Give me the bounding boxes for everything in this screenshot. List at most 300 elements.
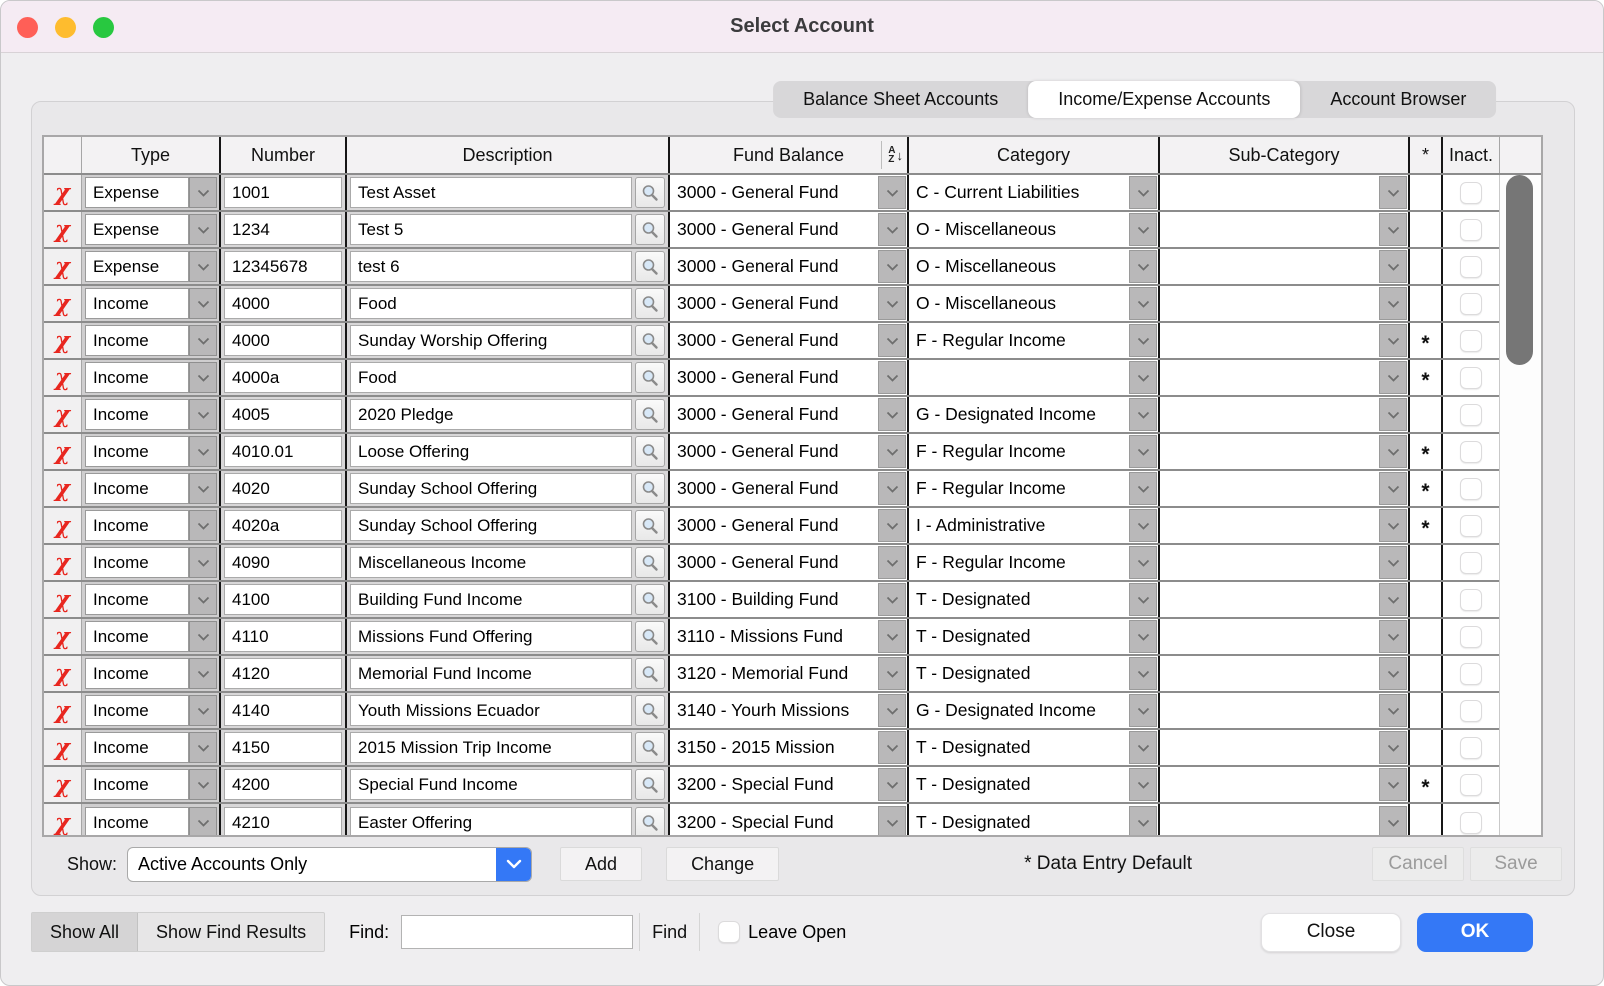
fund-balance-value[interactable]: 3200 - Special Fund (677, 774, 834, 794)
lookup-button[interactable] (635, 214, 665, 245)
sub-category-cell (1158, 286, 1408, 321)
fund-dropdown-button[interactable] (878, 768, 906, 801)
fund-balance-value[interactable]: 3000 - General Fund (677, 256, 839, 276)
category-value[interactable]: T - Designated (916, 812, 1031, 832)
type-dropdown-button[interactable] (189, 214, 217, 245)
sub-category-dropdown-button[interactable] (1379, 768, 1407, 801)
type-dropdown-button[interactable] (189, 362, 217, 393)
tab-account-browser[interactable]: Account Browser (1330, 89, 1467, 109)
lookup-button[interactable] (635, 732, 665, 763)
category-value[interactable]: F - Regular Income (916, 330, 1066, 350)
fund-balance-value[interactable]: 3000 - General Fund (677, 367, 839, 387)
lookup-button[interactable] (635, 399, 665, 430)
chevron-down-icon (1137, 300, 1150, 308)
type-value[interactable]: Income (85, 547, 189, 578)
category-value[interactable]: G - Designated Income (916, 404, 1096, 424)
category-dropdown-button[interactable] (1129, 250, 1157, 283)
inactive-checkbox[interactable] (1460, 404, 1482, 426)
number-cell (219, 730, 345, 765)
magnifier-icon (641, 814, 659, 832)
magnifier-icon (641, 295, 659, 313)
save-button[interactable]: Save (1470, 847, 1562, 881)
description-input[interactable]: Easter Offering (350, 807, 632, 835)
category-dropdown-button[interactable] (1129, 176, 1157, 209)
type-dropdown-button[interactable] (189, 473, 217, 504)
category-dropdown-button[interactable] (1129, 435, 1157, 468)
category-dropdown-button[interactable] (1129, 583, 1157, 616)
number-cell (219, 397, 345, 432)
fund-balance-value[interactable]: 3100 - Building Fund (677, 589, 839, 609)
fund-dropdown-button[interactable] (878, 620, 906, 653)
sub-category-dropdown-button[interactable] (1379, 546, 1407, 579)
lookup-button[interactable] (635, 510, 665, 541)
lookup-button[interactable] (635, 251, 665, 282)
sub-category-dropdown-button[interactable] (1379, 657, 1407, 690)
fund-balance-cell (668, 582, 907, 617)
number-input[interactable]: 1234 (224, 214, 342, 245)
magnifier-icon (641, 406, 659, 424)
fund-dropdown-button[interactable] (878, 546, 906, 579)
category-value[interactable]: O - Miscellaneous (916, 219, 1057, 239)
delete-icon: χ (54, 327, 71, 354)
inactive-checkbox[interactable] (1460, 478, 1482, 500)
type-dropdown-button[interactable] (189, 251, 217, 282)
fund-balance-value[interactable]: 3200 - Special Fund (677, 812, 834, 832)
inactive-checkbox[interactable] (1460, 663, 1482, 685)
fund-dropdown-button[interactable] (878, 176, 906, 209)
description-input[interactable]: Food (350, 288, 632, 319)
number-input[interactable]: 4100 (224, 584, 342, 615)
fund-dropdown-button[interactable] (878, 324, 906, 357)
type-value[interactable]: Income (85, 584, 189, 615)
description-input[interactable]: Loose Offering (350, 436, 632, 467)
chevron-down-icon (197, 596, 210, 604)
type-value[interactable]: Income (85, 732, 189, 763)
header-scrollbar-spacer (1499, 137, 1541, 173)
description-input[interactable]: Missions Fund Offering (350, 621, 632, 652)
type-value[interactable]: Expense (85, 214, 189, 245)
minimize-window-button[interactable] (55, 17, 76, 38)
category-value[interactable]: F - Regular Income (916, 552, 1066, 572)
table-row (44, 693, 1541, 730)
category-value[interactable]: T - Designated (916, 589, 1031, 609)
find-button[interactable]: Find (639, 913, 700, 951)
sub-category-dropdown-button[interactable] (1379, 435, 1407, 468)
fund-balance-value[interactable]: 3000 - General Fund (677, 515, 839, 535)
type-dropdown-button[interactable] (189, 510, 217, 541)
category-dropdown-button[interactable] (1129, 620, 1157, 653)
chevron-down-icon (886, 189, 899, 197)
delete-account-button[interactable] (44, 175, 81, 210)
lookup-button[interactable] (635, 177, 665, 208)
inactive-checkbox[interactable] (1460, 812, 1482, 834)
fund-balance-value[interactable]: 3000 - General Fund (677, 441, 839, 461)
delete-account-button[interactable] (44, 656, 81, 691)
fund-dropdown-button[interactable] (878, 694, 906, 727)
magnifier-icon (641, 628, 659, 646)
number-cell (219, 767, 345, 802)
chevron-down-icon (886, 670, 899, 678)
inactive-checkbox[interactable] (1460, 256, 1482, 278)
fund-dropdown-button[interactable] (878, 583, 906, 616)
sub-category-dropdown-button[interactable] (1379, 250, 1407, 283)
data-entry-default-flag (1408, 397, 1441, 432)
description-input[interactable]: Building Fund Income (350, 584, 632, 615)
fund-dropdown-button[interactable] (878, 213, 906, 246)
description-input[interactable]: Sunday School Offering (350, 473, 632, 504)
leave-open-checkbox[interactable] (718, 921, 740, 943)
description-input[interactable]: Special Fund Income (350, 769, 632, 800)
data-entry-default-flag (1408, 619, 1441, 654)
sub-category-dropdown-button[interactable] (1379, 472, 1407, 505)
category-cell (907, 175, 1158, 210)
lookup-button[interactable] (635, 325, 665, 356)
chevron-down-icon (1137, 744, 1150, 752)
category-value[interactable]: T - Designated (916, 737, 1031, 757)
category-value[interactable]: O - Miscellaneous (916, 293, 1057, 313)
number-input[interactable]: 4000 (224, 288, 342, 319)
type-dropdown-button[interactable] (189, 325, 217, 356)
sub-category-dropdown-button[interactable] (1379, 806, 1407, 835)
fund-balance-value[interactable]: 3110 - Missions Fund (677, 626, 844, 646)
data-entry-default-flag: * (1408, 508, 1441, 543)
description-input[interactable]: 2020 Pledge (350, 399, 632, 430)
delete-account-button[interactable] (44, 323, 81, 358)
description-input[interactable]: 2015 Mission Trip Income (350, 732, 632, 763)
sub-category-dropdown-button[interactable] (1379, 731, 1407, 764)
number-input[interactable]: 4090 (224, 547, 342, 578)
inactive-cell (1441, 471, 1499, 506)
description-input[interactable]: Sunday Worship Offering (350, 325, 632, 356)
chevron-down-icon (886, 485, 899, 493)
fund-dropdown-button[interactable] (878, 731, 906, 764)
type-dropdown-button[interactable] (189, 547, 217, 578)
number-input[interactable]: 4020 (224, 473, 342, 504)
delete-account-button[interactable] (44, 730, 81, 765)
magnifier-icon (641, 517, 659, 535)
fund-balance-cell (668, 175, 907, 210)
description-input[interactable]: Miscellaneous Income (350, 547, 632, 578)
lookup-button[interactable] (635, 362, 665, 393)
description-input[interactable]: Food (350, 362, 632, 393)
fund-balance-value[interactable]: 3000 - General Fund (677, 330, 839, 350)
description-input[interactable]: Sunday School Offering (350, 510, 632, 541)
inactive-checkbox[interactable] (1460, 737, 1482, 759)
data-entry-default-flag (1408, 286, 1441, 321)
tab-balance-sheet-accounts[interactable]: Balance Sheet Accounts (803, 89, 999, 109)
lookup-button[interactable] (635, 658, 665, 689)
delete-account-button[interactable] (44, 434, 81, 469)
category-value[interactable]: O - Miscellaneous (916, 256, 1057, 276)
category-value[interactable]: T - Designated (916, 774, 1031, 794)
description-input[interactable]: Test 5 (350, 214, 632, 245)
inactive-cell (1441, 767, 1499, 802)
show-find-results-button[interactable]: Show Find Results (156, 921, 307, 942)
category-value[interactable]: G - Designated Income (916, 700, 1096, 720)
type-cell (81, 212, 219, 247)
fund-balance-value[interactable]: 3000 - General Fund (677, 293, 839, 313)
number-input[interactable]: 4000a (224, 362, 342, 393)
fund-dropdown-button[interactable] (878, 472, 906, 505)
inactive-checkbox[interactable] (1460, 700, 1482, 722)
fund-dropdown-button[interactable] (878, 435, 906, 468)
number-input[interactable]: 4150 (224, 732, 342, 763)
type-dropdown-button[interactable] (189, 436, 217, 467)
category-dropdown-button[interactable] (1129, 768, 1157, 801)
chevron-down-icon (1137, 707, 1150, 715)
sub-category-dropdown-button[interactable] (1379, 509, 1407, 542)
fund-balance-value[interactable]: 3000 - General Fund (677, 552, 839, 572)
description-input[interactable]: test 6 (350, 251, 632, 282)
category-dropdown-button[interactable] (1129, 324, 1157, 357)
category-dropdown-button[interactable] (1129, 509, 1157, 542)
close-window-button[interactable] (17, 17, 38, 38)
type-value[interactable]: Expense (85, 251, 189, 282)
lookup-button[interactable] (635, 769, 665, 800)
category-dropdown-button[interactable] (1129, 398, 1157, 431)
fund-balance-value[interactable]: 3000 - General Fund (677, 404, 839, 424)
category-cell (907, 730, 1158, 765)
category-dropdown-button[interactable] (1129, 657, 1157, 690)
fund-balance-value[interactable]: 3000 - General Fund (677, 219, 839, 239)
fund-balance-value[interactable]: 3000 - General Fund (677, 182, 839, 202)
description-cell (345, 730, 668, 765)
delete-account-button[interactable] (44, 397, 81, 432)
delete-account-button[interactable] (44, 693, 81, 728)
type-value[interactable]: Income (85, 325, 189, 356)
category-dropdown-button[interactable] (1129, 213, 1157, 246)
inactive-checkbox[interactable] (1460, 330, 1482, 352)
inactive-checkbox[interactable] (1460, 182, 1482, 204)
fund-balance-cell (668, 656, 907, 691)
cancel-button[interactable]: Cancel (1372, 847, 1464, 881)
add-button[interactable]: Add (560, 847, 642, 881)
lookup-button[interactable] (635, 288, 665, 319)
number-cell (219, 693, 345, 728)
fund-dropdown-button[interactable] (878, 287, 906, 320)
number-input[interactable]: 4005 (224, 399, 342, 430)
type-value[interactable]: Expense (85, 177, 189, 208)
delete-account-button[interactable] (44, 508, 81, 543)
category-dropdown-button[interactable] (1129, 806, 1157, 835)
chevron-down-icon (1137, 411, 1150, 419)
sub-category-cell (1158, 582, 1408, 617)
inactive-checkbox[interactable] (1460, 515, 1482, 537)
lookup-button[interactable] (635, 621, 665, 652)
type-value[interactable]: Income (85, 399, 189, 430)
change-button[interactable]: Change (666, 847, 779, 881)
tab-income-expense-accounts[interactable]: Income/Expense Accounts (1028, 81, 1300, 118)
inactive-checkbox[interactable] (1460, 589, 1482, 611)
category-value[interactable]: T - Designated (916, 626, 1031, 646)
scrollbar-thumb[interactable] (1506, 175, 1533, 365)
data-entry-default-flag (1408, 249, 1441, 284)
sub-category-dropdown-button[interactable] (1379, 583, 1407, 616)
type-value[interactable]: Income (85, 658, 189, 689)
sub-category-dropdown-button[interactable] (1379, 287, 1407, 320)
fund-dropdown-button[interactable] (878, 806, 906, 835)
sort-ascending-icon[interactable]: A Z ↓ (881, 141, 903, 169)
category-dropdown-button[interactable] (1129, 287, 1157, 320)
lookup-button[interactable] (635, 436, 665, 467)
inactive-checkbox[interactable] (1460, 441, 1482, 463)
delete-account-button[interactable] (44, 619, 81, 654)
sub-category-dropdown-button[interactable] (1379, 324, 1407, 357)
number-input[interactable]: 4110 (224, 621, 342, 652)
type-value[interactable]: Income (85, 621, 189, 652)
delete-account-button[interactable] (44, 212, 81, 247)
type-dropdown-button[interactable] (189, 584, 217, 615)
find-input[interactable] (401, 915, 633, 949)
fund-dropdown-button[interactable] (878, 398, 906, 431)
fund-dropdown-button[interactable] (878, 509, 906, 542)
category-dropdown-button[interactable] (1129, 472, 1157, 505)
show-filter-dropdown-button[interactable] (496, 847, 531, 882)
number-input[interactable]: 4000 (224, 325, 342, 356)
type-dropdown-button[interactable] (189, 177, 217, 208)
sub-category-dropdown-button[interactable] (1379, 213, 1407, 246)
chevron-down-icon (886, 744, 899, 752)
type-value[interactable]: Income (85, 807, 189, 835)
type-dropdown-button[interactable] (189, 769, 217, 800)
inactive-cell (1441, 693, 1499, 728)
chevron-down-icon (1137, 559, 1150, 567)
category-value[interactable]: F - Regular Income (916, 478, 1066, 498)
delete-account-button[interactable] (44, 582, 81, 617)
sub-category-dropdown-button[interactable] (1379, 176, 1407, 209)
show-all-button[interactable]: Show All (32, 913, 138, 951)
category-value[interactable]: T - Designated (916, 663, 1031, 683)
sub-category-dropdown-button[interactable] (1379, 361, 1407, 394)
category-value[interactable]: C - Current Liabilities (916, 182, 1080, 202)
table-row (44, 508, 1541, 545)
inactive-checkbox[interactable] (1460, 219, 1482, 241)
magnifier-icon (641, 221, 659, 239)
vertical-scrollbar[interactable] (1499, 175, 1541, 835)
delete-account-button[interactable] (44, 249, 81, 284)
table-row (44, 619, 1541, 656)
type-dropdown-button[interactable] (189, 695, 217, 726)
type-value[interactable]: Income (85, 436, 189, 467)
number-input[interactable]: 4200 (224, 769, 342, 800)
delete-icon: χ (54, 512, 71, 539)
type-value[interactable]: Income (85, 510, 189, 541)
description-input[interactable]: Memorial Fund Income (350, 658, 632, 689)
category-dropdown-button[interactable] (1129, 546, 1157, 579)
delete-icon: χ (54, 475, 71, 502)
type-value[interactable]: Income (85, 695, 189, 726)
type-dropdown-button[interactable] (189, 621, 217, 652)
number-input[interactable]: 4140 (224, 695, 342, 726)
zoom-window-button[interactable] (93, 17, 114, 38)
lookup-button[interactable] (635, 695, 665, 726)
description-cell (345, 323, 668, 358)
number-input[interactable]: 12345678 (224, 251, 342, 282)
type-dropdown-button[interactable] (189, 288, 217, 319)
chevron-down-icon (197, 670, 210, 678)
category-value[interactable]: F - Regular Income (916, 441, 1066, 461)
type-value[interactable]: Income (85, 362, 189, 393)
type-dropdown-button[interactable] (189, 658, 217, 689)
sub-category-cell (1158, 434, 1408, 469)
type-dropdown-button[interactable] (189, 732, 217, 763)
inactive-cell (1441, 286, 1499, 321)
fund-balance-cell (668, 693, 907, 728)
lookup-button[interactable] (635, 584, 665, 615)
inactive-checkbox[interactable] (1460, 293, 1482, 315)
delete-account-button[interactable] (44, 804, 81, 835)
delete-account-button[interactable] (44, 471, 81, 506)
lookup-button[interactable] (635, 547, 665, 578)
sub-category-cell (1158, 693, 1408, 728)
lookup-button[interactable] (635, 473, 665, 504)
inactive-checkbox[interactable] (1460, 626, 1482, 648)
show-filter-dropdown[interactable] (127, 847, 532, 882)
inactive-checkbox[interactable] (1460, 367, 1482, 389)
traffic-lights (17, 17, 114, 38)
type-value[interactable]: Income (85, 769, 189, 800)
fund-balance-cell (668, 767, 907, 802)
delete-account-button[interactable] (44, 360, 81, 395)
chevron-down-icon (1387, 226, 1400, 234)
number-input[interactable]: 4020a (224, 510, 342, 541)
type-value[interactable]: Income (85, 473, 189, 504)
fund-dropdown-button[interactable] (878, 250, 906, 283)
description-input[interactable]: Youth Missions Ecuador (350, 695, 632, 726)
type-dropdown-button[interactable] (189, 807, 217, 835)
close-button[interactable]: Close (1261, 913, 1401, 952)
category-dropdown-button[interactable] (1129, 694, 1157, 727)
fund-balance-value[interactable]: 3000 - General Fund (677, 478, 839, 498)
type-dropdown-button[interactable] (189, 399, 217, 430)
fund-balance-cell (668, 249, 907, 284)
number-input[interactable]: 4210 (224, 807, 342, 835)
number-input[interactable]: 4120 (224, 658, 342, 689)
category-dropdown-button[interactable] (1129, 731, 1157, 764)
sub-category-dropdown-button[interactable] (1379, 398, 1407, 431)
inactive-checkbox[interactable] (1460, 552, 1482, 574)
inactive-checkbox[interactable] (1460, 774, 1482, 796)
type-value[interactable]: Income (85, 288, 189, 319)
ok-button[interactable]: OK (1417, 913, 1533, 952)
category-value[interactable]: I - Administrative (916, 515, 1046, 535)
description-input[interactable]: Test Asset (350, 177, 632, 208)
magnifier-icon (641, 480, 659, 498)
number-input[interactable]: 4010.01 (224, 436, 342, 467)
fund-balance-value[interactable]: 3120 - Memorial Fund (677, 663, 849, 683)
fund-balance-value[interactable]: 3150 - 2015 Mission (677, 737, 835, 757)
show-filter-label: Show: (67, 853, 118, 874)
fund-balance-cell (668, 286, 907, 321)
fund-dropdown-button[interactable] (878, 361, 906, 394)
delete-account-button[interactable] (44, 545, 81, 580)
sub-category-dropdown-button[interactable] (1379, 694, 1407, 727)
delete-account-button[interactable] (44, 767, 81, 802)
chevron-down-icon (1387, 337, 1400, 345)
delete-account-button[interactable] (44, 286, 81, 321)
number-input[interactable]: 1001 (224, 177, 342, 208)
category-cell (907, 471, 1158, 506)
delete-icon: χ (54, 216, 71, 243)
header-fund-balance (668, 137, 907, 173)
category-cell (907, 693, 1158, 728)
fund-balance-value[interactable]: 3140 - Yourh Missions (677, 700, 850, 720)
table-row (44, 545, 1541, 582)
category-dropdown-button[interactable] (1129, 361, 1157, 394)
fund-dropdown-button[interactable] (878, 657, 906, 690)
sub-category-dropdown-button[interactable] (1379, 620, 1407, 653)
lookup-button[interactable] (635, 807, 665, 835)
